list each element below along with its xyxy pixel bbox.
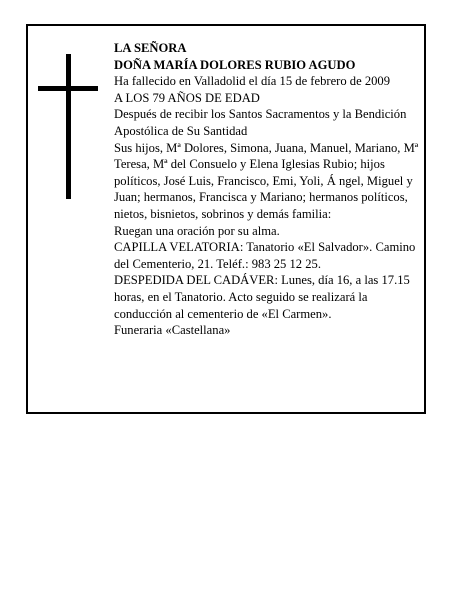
cross-vertical-bar xyxy=(66,54,71,199)
notice-title: LA SEÑORA xyxy=(114,41,187,55)
family-list: Sus hijos, Mª Dolores, Simona, Juana, Manuel, Mariano, Mª Teresa, Mª del Consuelo y Elena Iglesias Rubio; hijos políticos, José Luis, Francisco, Emi, Yoli, Á ngel, Miguel y Juan; hermanos, Francisca y Mariano; hermanos políticos, nietos, bisnietos, sobrinos y demás familia: xyxy=(114,140,419,221)
sacraments-statement: Después de recibir los Santos Sacramentos y la Bendición Apostólica de Su Santidad xyxy=(114,107,407,138)
farewell-info: DESPEDIDA DEL CADÁVER: Lunes, día 16, a las 17.15 horas, en el Tanatorio. Acto seguido se realizará la conducción al cementerio de «El Carmen». xyxy=(114,273,410,321)
death-statement: Ha fallecido en Valladolid el día 15 de febrero de 2009 xyxy=(114,74,391,89)
latin-cross-icon xyxy=(38,54,98,199)
notice-text xyxy=(114,40,424,339)
cross-horizontal-bar xyxy=(38,86,98,91)
deceased-name: DOÑA MARÍA DOLORES RUBIO AGUDO xyxy=(114,57,356,72)
obituary-notice xyxy=(26,24,426,414)
prayer-request: Ruegan una oración por su alma. xyxy=(114,223,280,238)
funeral-home: Funeraria «Castellana» xyxy=(114,323,231,338)
age-statement: A LOS 79 AÑOS DE EDAD xyxy=(114,90,260,105)
chapel-info: CAPILLA VELATORIA: Tanatorio «El Salvador». Camino del Cementerio, 21. Teléf.: 983 25 12 25. xyxy=(114,240,416,271)
